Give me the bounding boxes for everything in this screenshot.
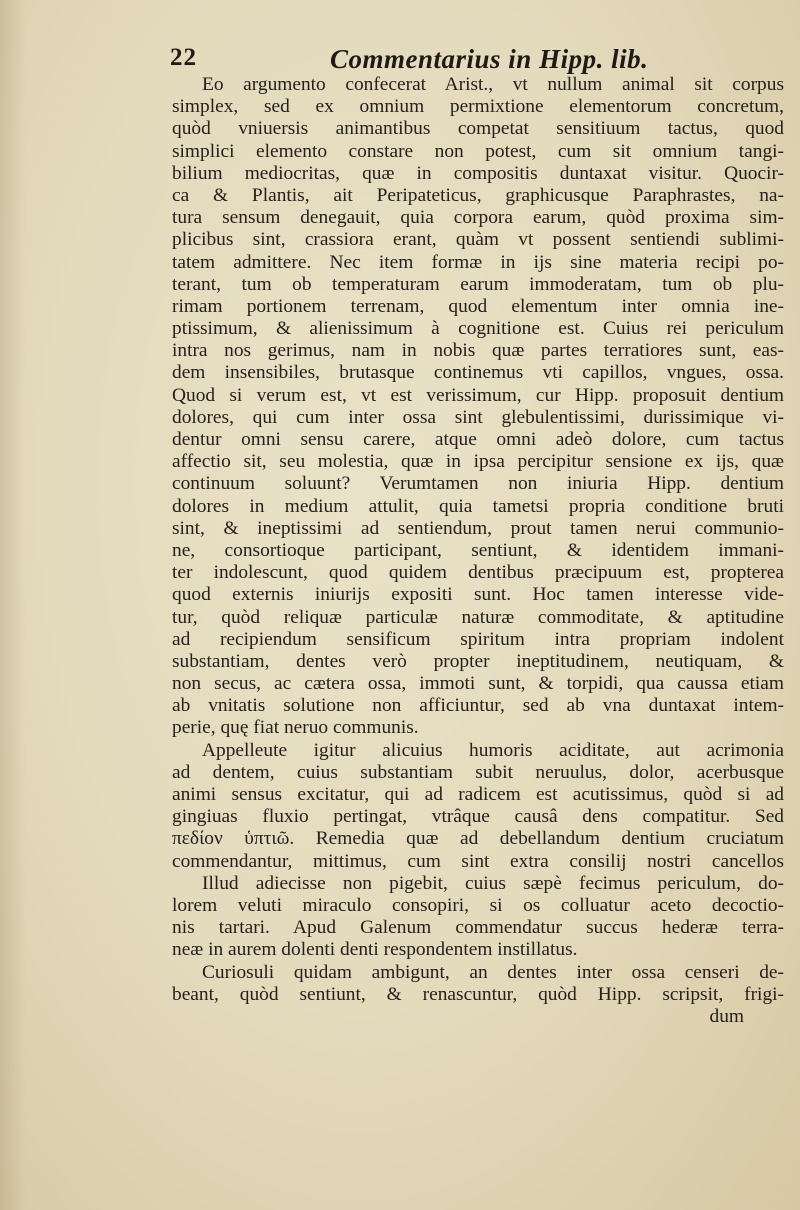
text-line: dem insensibiles, brutasque continemus vti capillos, vngues, ossa. bbox=[172, 362, 784, 384]
text-line: simplici elemento constare non potest, cum sit omnium tangi- bbox=[172, 140, 784, 162]
text-line: neæ in aurem dolenti denti respondentem instillatus. bbox=[172, 939, 578, 961]
text-line: non secus, ac cætera ossa, immoti sunt, & torpidi, qua caussa etiam bbox=[172, 673, 784, 695]
catchword: dum bbox=[709, 1005, 744, 1027]
text-line: commendantur, mittimus, cum sint extra consilij nostri cancellos bbox=[172, 850, 784, 872]
body-text bbox=[172, 74, 784, 1028]
text-line: lorem veluti miraculo consopiri, si os colluatur aceto decoctio- bbox=[172, 894, 784, 916]
text-line: substantiam, dentes verò propter ineptitudinem, neutiquam, & bbox=[172, 650, 784, 672]
text-line: tatem admittere. Nec item formæ in ijs sine materia recipi po- bbox=[172, 251, 784, 273]
text-line: dentur omni sensu carere, atque omni adeò dolore, cum tactus bbox=[172, 429, 784, 450]
text-line: animi sensus excitatur, qui ad radicem est acutissimus, quòd si ad bbox=[172, 784, 784, 805]
text-line: beant, quòd sentiunt, & renascuntur, quòd Hipp. scripsit, frigi- bbox=[172, 983, 784, 1005]
text-line: intra nos gerimus, nam in nobis quæ partes terratiores sunt, eas- bbox=[172, 340, 784, 362]
text-line: nis tartari. Apud Galenum commendatur succus hederæ terra- bbox=[172, 917, 784, 939]
text-line: ad recipiendum sensificum spiritum intra propriam indolent bbox=[172, 628, 784, 650]
page-header bbox=[170, 44, 770, 78]
page-number: 22 bbox=[170, 44, 197, 71]
text-line: tur, quòd reliquæ particulæ naturæ commoditate, & aptitudine bbox=[172, 606, 784, 628]
text-line: Curiosuli quidam ambigunt, an dentes inter ossa censeri de- bbox=[202, 961, 784, 983]
text-line: ab vnitatis solutione non afficiuntur, sed ab vna duntaxat intem- bbox=[172, 695, 784, 717]
text-line: ad dentem, cuius substantiam subit neruulus, dolor, acerbusque bbox=[172, 761, 784, 783]
text-line: terant, tum ob temperaturam earum immoderatam, tum ob plu- bbox=[172, 273, 784, 295]
text-line: Eo argumento confecerat Arist., vt nullum animal sit corpus bbox=[202, 74, 784, 95]
text-line: rimam portionem terrenam, quod elementum inter omnia ine- bbox=[172, 295, 784, 317]
text-line: continuum soluunt? Verumtamen non iniuria Hipp. dentium bbox=[172, 473, 784, 495]
text-line: Quod si verum est, vt est verissimum, cur Hipp. proposuit dentium bbox=[172, 384, 784, 406]
text-line: plicibus sint, crassiora erant, quàm vt possent sentiendi sublimi- bbox=[172, 229, 784, 251]
text-line: ne, consortioque participant, sentiunt, & identidem immani- bbox=[172, 539, 784, 561]
text-line: affectio sit, seu molestia, quæ in ipsa percipitur sensione ex ijs, quæ bbox=[172, 451, 784, 473]
text-line: quod externis iniurijs expositi sunt. Hoc tamen interesse vide- bbox=[172, 584, 784, 606]
text-line: sint, & ineptissimi ad sentiendum, prout tamen nerui communio- bbox=[172, 517, 784, 539]
text-line: bilium mediocritas, quæ in compositis duntaxat visitur. Quocir- bbox=[172, 162, 784, 184]
text-line: Appelleute igitur alicuius humoris aciditate, aut acrimonia bbox=[202, 739, 784, 761]
text-line: dolores in medium attulit, quia tametsi propria conditione bruti bbox=[172, 495, 784, 517]
text-line: tura sensum denegauit, quia corpora earum, quòd proxima sim- bbox=[172, 207, 784, 229]
text-line: ptissimum, & alienissimum à cognitione est. Cuius rei periculum bbox=[172, 318, 784, 340]
text-line: πεδίον ὑπτιῶ. Remedia quæ ad debellandum dentium cruciatum bbox=[172, 828, 784, 850]
text-line: perie, quę fiat neruo communis. bbox=[172, 717, 419, 739]
text-line: dolores, qui cum inter ossa sint glebulentissimi, durissimique vi- bbox=[172, 406, 784, 428]
text-line: quòd vniuersis animantibus competat sensitiuum tactus, quod bbox=[172, 118, 784, 140]
text-line: gingiuas fluxio pertingat, vtrâque causâ dens compatitur. Sed bbox=[172, 806, 784, 828]
running-title: Commentarius in Hipp. lib. bbox=[330, 44, 649, 74]
text-line: ca & Plantis, ait Peripateticus, graphicusque Paraphrastes, na- bbox=[172, 184, 784, 206]
text-line: ter indolescunt, quod quidem dentibus præcipuum est, propterea bbox=[172, 562, 784, 584]
text-line: simplex, sed ex omnium permixtione elementorum concretum, bbox=[172, 96, 784, 118]
text-line: Illud adiecisse non pigebit, cuius sæpè fecimus periculum, do- bbox=[202, 872, 784, 894]
